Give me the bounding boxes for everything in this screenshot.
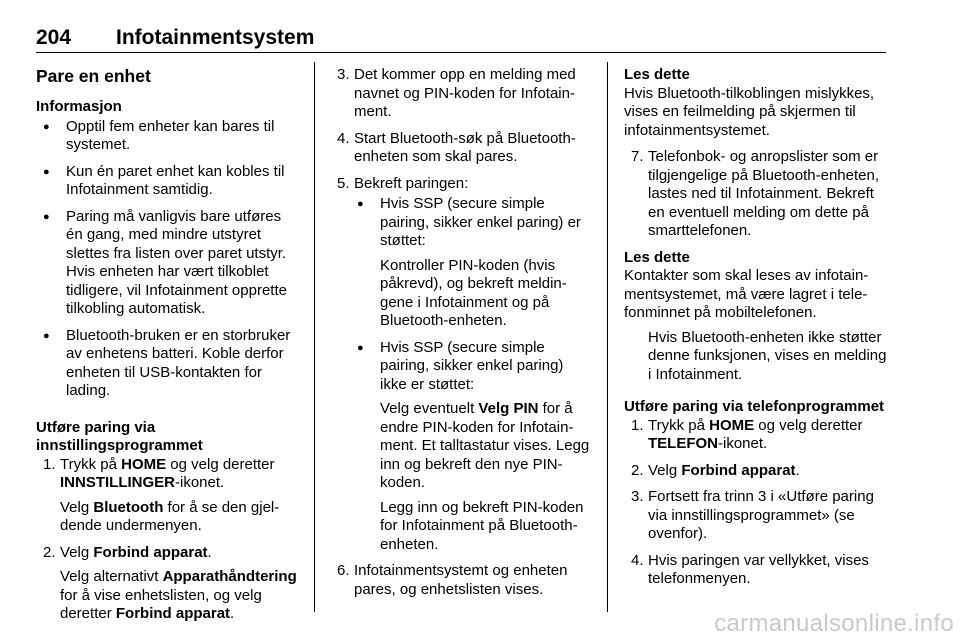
- step-1: [624, 417, 888, 454]
- confirm-bullets: [350, 195, 594, 554]
- note-para: Hvis Bluetooth-enheten ikke støtter denne funksjonen, vises en melding i Infotainment.: [648, 328, 887, 383]
- step-1-para: [60, 499, 300, 536]
- text: og velg deretter: [166, 455, 275, 473]
- step-number: 1.: [43, 455, 56, 473]
- subsection-title: Utføre paring via telefonprogrammet: [624, 398, 885, 415]
- list-item: ● Kun én paret enhet kan kobles til Infotainment samtidig.: [36, 163, 300, 200]
- text: [380, 400, 594, 493]
- list-item: [350, 339, 594, 555]
- text: .: [207, 543, 212, 561]
- home-term: HOME: [121, 455, 167, 473]
- steps-list: [330, 66, 594, 599]
- text: .: [230, 605, 235, 622]
- step-6: [330, 562, 594, 599]
- text: Start Bluetooth-søk på Bluetooth-enheten som skal pares.: [354, 129, 576, 165]
- text: Infotainmentsystemt og enheten pares, og enhetslisten vises.: [354, 562, 568, 598]
- page-header: [36, 26, 886, 53]
- step-1: [36, 456, 300, 536]
- settings-term: INNSTILLINGER: [60, 474, 175, 491]
- note-text: Hvis Bluetooth-tilkoblingen mislykkes, vises en feilmelding på skjermen til infotainmentsystemet.: [624, 84, 875, 139]
- step-number: 4.: [337, 129, 350, 147]
- info-title: Informasjon: [36, 98, 122, 115]
- device-mgmt-term: Apparathåndtering: [162, 568, 297, 585]
- text: Bekreft paringen:: [354, 174, 469, 192]
- column-1: [36, 98, 300, 632]
- connect-device-term: Forbind apparat: [93, 543, 208, 561]
- text: og velg deretter: [754, 416, 863, 434]
- step-3: [330, 66, 594, 122]
- text: -ikonet.: [718, 435, 768, 452]
- text: for å vise enhetslisten, og velg deretter: [60, 586, 262, 622]
- watermark: carmanualsonline.info: [714, 610, 954, 637]
- step-number: 2.: [43, 543, 56, 561]
- step-2: [624, 462, 888, 481]
- text: Velg: [60, 543, 94, 561]
- text: Det kommer opp en melding med navnet og PIN-koden for Infotainment.: [354, 66, 576, 120]
- home-term: HOME: [709, 416, 755, 434]
- step-3: [624, 488, 888, 544]
- step-number: 3.: [337, 66, 350, 83]
- select-pin-term: Velg PIN: [478, 400, 539, 417]
- list-item: ● Bluetooth-bruken er en storbruker av enhetens batteri. Koble derfor enheten til USB-kontakten for lading.: [36, 327, 300, 401]
- steps-list: [624, 417, 888, 589]
- text: Telefonbok- og anropslister som er tilgjengelige på Bluetooth-enheten, lastes ned til Infotainment. Bekreft en eventuell melding om dette på smarttelefonen.: [648, 148, 880, 239]
- text: Hvis SSP (secure simple pairing, sikker enkel paring) ikke er støttet:: [380, 338, 564, 393]
- step-2-para: [60, 568, 300, 624]
- column-2: [330, 66, 594, 607]
- step-number: 5.: [337, 174, 350, 192]
- step-7: [624, 148, 888, 241]
- step-number: 2.: [631, 461, 644, 479]
- step-number: 3.: [631, 488, 644, 505]
- text: Kontroller PIN-koden (hvis påkrevd), og bekreft meldingene i Infotainment og på Bluetooth-enheten.: [380, 256, 567, 329]
- column-divider-2: [607, 62, 608, 612]
- text: Legg inn og bekreft PIN-koden for Infotainment på Bluetooth-enheten.: [380, 498, 584, 553]
- step-number: 4.: [631, 551, 644, 569]
- column-divider-1: [314, 62, 315, 612]
- page-number: 204: [36, 26, 72, 49]
- text: Trykk på: [648, 416, 710, 434]
- text: Trykk på: [60, 455, 122, 473]
- list-item: [350, 195, 594, 331]
- text: Fortsett fra trinn 3 i «Utføre paring via innstillingsprogrammet» (se ovenfor).: [648, 488, 874, 542]
- info-bullets: [36, 118, 300, 401]
- text: Velg: [60, 498, 94, 516]
- text: Hvis paringen var vellykket, vises telefonmenyen.: [648, 551, 869, 587]
- note-text: Kontakter som skal leses av infotainmentsystemet, må være lagret i telefonminnet på mobiltelefonen.: [624, 267, 869, 321]
- steps-list: [36, 456, 300, 624]
- step-4: [330, 130, 594, 167]
- page-title: Infotainmentsystem: [116, 26, 315, 49]
- step-number: 1.: [631, 416, 644, 434]
- subsection-title: Utføre paring via innstillingsprogrammet: [36, 418, 203, 454]
- text: .: [795, 461, 800, 479]
- step-4: [624, 552, 888, 589]
- phone-term: TELEFON: [648, 435, 718, 452]
- note-title: Les dette: [624, 66, 690, 83]
- list-item: ● Opptil fem enheter kan bares til systemet.: [36, 118, 300, 155]
- step-5: [330, 175, 594, 555]
- text: Velg eventuelt: [380, 400, 479, 417]
- step-number: 7.: [631, 148, 644, 165]
- connect-device-term: Forbind apparat: [115, 605, 231, 622]
- step-number: 6.: [337, 562, 350, 579]
- connect-device-term: Forbind apparat: [681, 461, 796, 479]
- text: Hvis SSP (secure simple pairing, sikker enkel paring) er støttet:: [380, 195, 581, 249]
- note-title: Les dette: [624, 248, 690, 266]
- text: for å endre PIN-koden for Infotainment. Et talltastatur vises. Legg inn og bekreft den nye PIN-koden.: [380, 400, 590, 491]
- column-3: [624, 66, 888, 597]
- text: Velg: [648, 461, 682, 479]
- bluetooth-term: Bluetooth: [93, 498, 164, 516]
- section-title: Pare en enhet: [36, 66, 151, 86]
- text: -ikonet.: [175, 474, 225, 491]
- text: Velg alternativt: [60, 568, 163, 585]
- text: for å se den gjeldende undermenyen.: [60, 498, 280, 534]
- list-item: ● Paring må vanligvis bare utføres én gang, med mindre utstyret slettes fra listen over paret utstyr. Hvis enheten har vært tilkoblet tidligere, vil Infotainment opprette tilkobling automatisk.: [36, 208, 300, 319]
- step-2: [36, 544, 300, 624]
- steps-list: [624, 148, 888, 241]
